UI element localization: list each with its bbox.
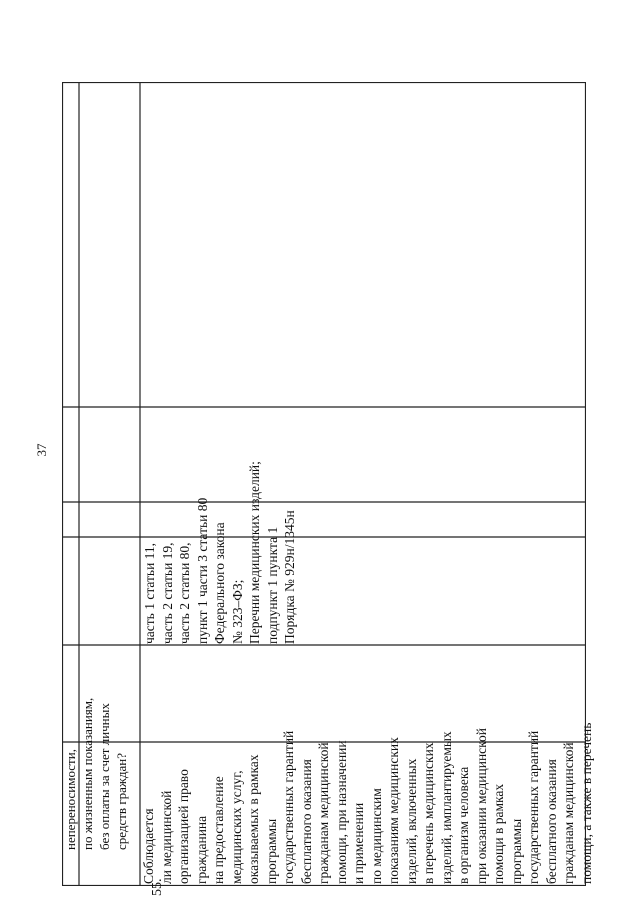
requirement-line: помощи, при назначении <box>333 740 349 884</box>
requirement-line: оказываемых в рамках <box>246 754 261 884</box>
requirement-line: в организм человека <box>456 766 471 884</box>
requirement-line: ли медицинской <box>158 790 174 884</box>
requirement-line: организацией право <box>176 769 191 884</box>
reference-line: пункт 1 части 3 статьи 80 <box>194 497 210 644</box>
requirement-line: помощи, а также в перечень <box>578 722 594 884</box>
reference-line: Порядка № 929н/1345н <box>282 510 297 644</box>
requirement-line: Соблюдается <box>141 808 156 884</box>
reference-line: подпункт 1 пункта 1 <box>264 526 280 644</box>
page-number: 37 <box>34 443 49 457</box>
legal-references <box>141 461 299 644</box>
requirement-text <box>140 652 595 884</box>
requirement-line: изделий, включенных <box>403 758 419 884</box>
requirement-line: медицинских услуг, <box>228 770 244 884</box>
reference-line: Перечни медицинских изделий; <box>247 461 262 644</box>
continued-line: средств граждан? <box>114 752 129 850</box>
requirement-line: гражданина <box>193 815 209 884</box>
requirement-line: на предоставление <box>211 776 226 884</box>
requirement-line: в перечень медицинских <box>421 742 436 884</box>
reference-line: Федерального закона <box>212 522 227 644</box>
regulatory-table <box>62 82 594 896</box>
requirement-line: государственных гарантий <box>281 730 296 884</box>
requirement-line: и применении <box>351 802 366 884</box>
continued-line: без оплаты за счет личных <box>97 703 112 850</box>
requirement-line: программы <box>263 818 279 884</box>
requirement-line: при оказании медицинской <box>473 727 489 884</box>
requirement-line: программы <box>508 818 524 884</box>
continued-requirement-text <box>62 697 130 850</box>
requirement-line: гражданам медицинской <box>316 742 331 884</box>
row-number: 55. <box>150 878 165 896</box>
requirement-line: помощи в рамках <box>491 783 506 884</box>
reference-line: часть 1 статьи 11, <box>142 542 157 644</box>
continued-line: непереносимости, <box>63 749 78 850</box>
requirement-line: бесплатного оказания <box>543 759 559 884</box>
requirement-line: государственных гарантий <box>526 730 541 884</box>
continued-line: по жизненным показаниям, <box>80 697 95 850</box>
requirement-line: гражданам медицинской <box>561 742 576 884</box>
reference-line: часть 2 статьи 80, <box>177 542 192 644</box>
reference-line: № 323–ФЗ; <box>229 579 245 644</box>
reference-line: часть 2 статьи 19, <box>159 542 175 644</box>
requirement-line: показаниям медицинских <box>386 737 401 884</box>
requirement-line: изделий, имплантируемых <box>438 731 454 884</box>
requirement-line: по медицинским <box>368 788 384 884</box>
requirement-line: бесплатного оказания <box>298 759 314 884</box>
